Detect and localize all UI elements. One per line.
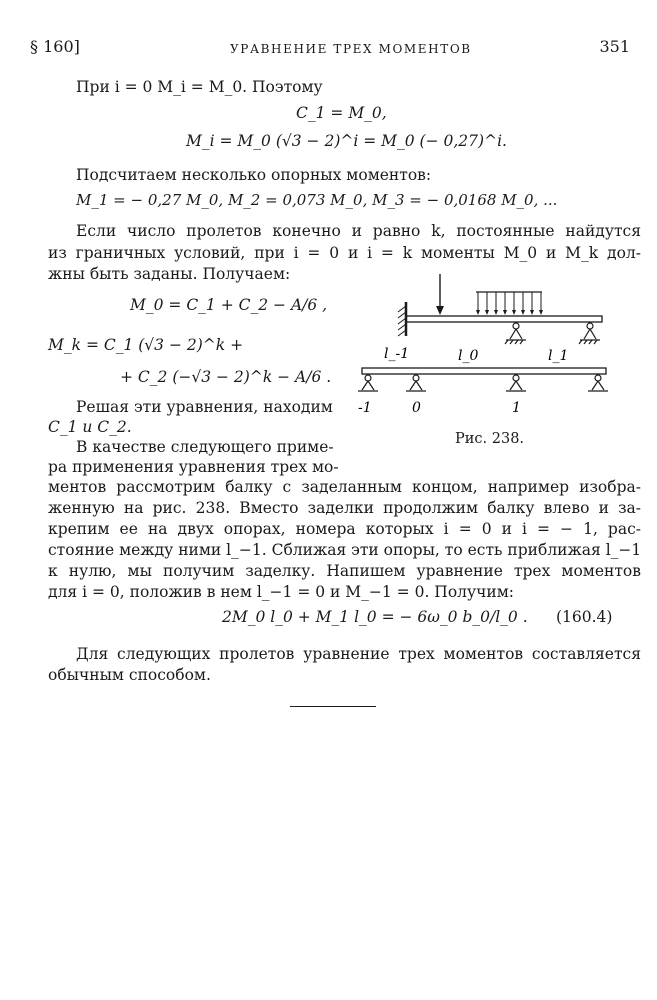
lower-support: [406, 375, 426, 391]
text-line: женную на рис. 238. Вместо заделки продолжим балку влево и за-: [48, 499, 641, 517]
section-number: § 160]: [30, 37, 80, 56]
upper-support: [505, 323, 526, 344]
equation: 2M_0 l_0 + M_1 l_0 = − 6ω_0 b_0/l_0 .: [222, 608, 528, 626]
page-number: 351: [599, 37, 630, 56]
text-line: В качестве следующего приме-: [76, 438, 334, 456]
span-label: l_-1: [384, 346, 410, 362]
text-line: Подсчитаем несколько опорных моментов:: [76, 166, 432, 184]
equation: M_1 = − 0,27 M_0, M_2 = 0,073 M_0, M_3 = − 0,0168 M_0, ...: [76, 191, 558, 209]
text-line: Решая эти уравнения, находим: [76, 398, 333, 416]
text-line: При i = 0 M_i = M_0. Поэтому: [76, 78, 323, 96]
span-label: l_1: [548, 348, 569, 364]
support-label: 1: [512, 400, 521, 416]
text-line: Если число пролетов конечно и равно k, постоянные найдутся: [76, 222, 641, 240]
upper-beam-diagram: [398, 274, 602, 344]
running-title: УРАВНЕНИЕ ТРЕХ МОМЕНТОВ: [230, 42, 472, 56]
text-line: Для следующих пролетов уравнение трех моментов составляется: [76, 645, 641, 663]
text-line: обычным способом.: [48, 666, 211, 684]
distributed-load-arrows: [478, 292, 541, 312]
text-line: C_1 и C_2.: [48, 418, 132, 436]
figure-caption: Рис. 238.: [455, 431, 525, 447]
upper-support: [579, 323, 600, 344]
text-line: для i = 0, положив в нем l_−1 = 0 и M_−1 = 0. Получим:: [48, 583, 514, 601]
page-header: [30, 36, 630, 58]
text-line: из граничных условий, при i = 0 и i = k моменты M_0 и M_k дол-: [48, 244, 641, 262]
text-line: стояние между ними l_−1. Сближая эти опоры, то есть приближая l_−1: [48, 541, 642, 559]
lower-support: [588, 375, 608, 391]
text-line: ментов рассмотрим балку с заделанным концом, например изобра-: [48, 478, 641, 496]
text-line: жны быть заданы. Получаем:: [48, 265, 291, 283]
equation-number: (160.4): [556, 608, 613, 626]
text-line: ра применения уравнения трех мо-: [48, 458, 339, 476]
text-line: к нулю, мы получим заделку. Напишем уравнение трех моментов: [48, 562, 641, 580]
upper-beam: [406, 316, 602, 322]
equation: M_0 = C_1 + C_2 − A/6 ,: [130, 296, 328, 314]
equation: M_i = M_0 (√3 − 2)^i = M_0 (− 0,27)^i.: [186, 132, 507, 150]
equation: M_k = C_1 (√3 − 2)^k +: [48, 336, 244, 354]
equation: C_1 = M_0,: [296, 104, 387, 122]
support-label: 0: [412, 400, 421, 416]
lower-beam-diagram: [358, 346, 608, 416]
support-label: -1: [358, 400, 372, 416]
equation: + C_2 (−√3 − 2)^k − A/6 .: [120, 368, 332, 386]
lower-support: [506, 375, 526, 391]
distributed-load-heads: [476, 310, 543, 315]
figure-238: [336, 262, 636, 422]
lower-support: [358, 375, 378, 391]
text-line: крепим ее на двух опорах, номера которых i = 0 и i = − 1, рас-: [48, 520, 641, 538]
end-rule: [290, 706, 376, 707]
force-arrowhead: [436, 306, 444, 315]
span-label: l_0: [458, 348, 479, 364]
lower-beam: [362, 368, 606, 374]
